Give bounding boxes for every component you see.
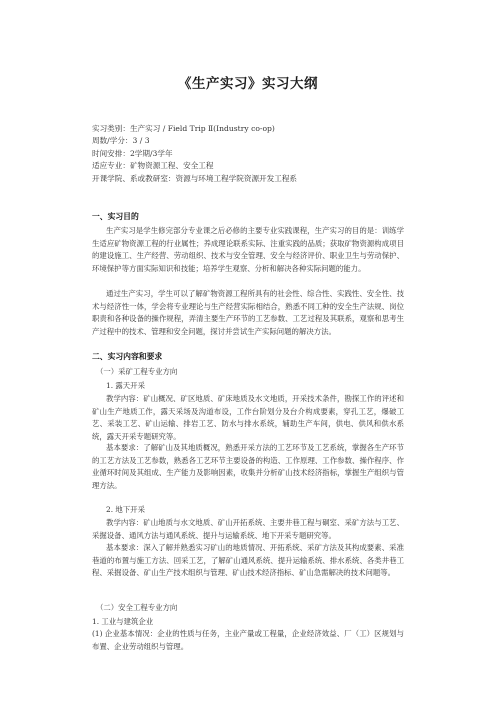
meta-dept: 开课学院、系或教研室：资源与环境工程学院资源开发工程系 [92, 173, 298, 183]
paragraph-enterprise-basic: (1) 企业基本情况：企业的性质与任务，主业产量或工程量，企业经济效益、厂（工）区规划与布置、企业劳动组织与管理。 [92, 629, 404, 651]
section-heading-content: 二、实习内容和要求 [92, 352, 163, 361]
item-open-pit: 1. 露天开采 [106, 381, 145, 390]
course-meta [92, 123, 297, 185]
page-title: 《生产实习》实习大纲 [178, 76, 318, 92]
meta-category: 实习类别：生产实习 / Field Trip Ⅱ(Industry co-op) [92, 124, 275, 133]
subsection-safety: （二）安全工程专业方向 [96, 603, 178, 612]
item-industrial-enterprise: 1. 工业与建筑企业 [92, 617, 154, 626]
meta-time: 时间安排：2学期/3学年 [92, 148, 173, 158]
paragraph-purpose-1: 生产实习是学生修完部分专业课之后必修的主要专业实践课程，生产实习的目的是：训练学生适应矿物资源工程的行业属性；养成理论联系实际、注重实践的品质；获取矿物资源构成项目的建设施工、生产经营、劳动组织、技术与安全管理、安全与经济评价、职业卫生与劳动保护、环境保护等方面实际知识和技能；培养学生观察、分析和解决各种实际问题的能力。 [92, 226, 404, 273]
paragraph-purpose-2: 通过生产实习，学生可以了解矿物资源工程所具有的社会性、综合性、实践性、安全性、技术与经济性一体，学会将专业理论与生产经营实际相结合，熟悉不同工种的安全生产法规、岗位职责和各种设备的操作规程，弄清主要生产环节的工艺参数、工艺过程及其联系，观察和思考生产过程中的技术、管理和安全问题，探讨并尝试生产实际问题的解决方法。 [92, 289, 404, 336]
paragraph-open-pit-requirements: 基本要求：了解矿山及其地质概况，熟悉开采方法的工艺环节及工艺系统，掌握各生产环节的工艺方法及工艺参数，熟悉各工艺环节主要设备的构造、工作原理、工作参数、操作程序、作业循环时间及其组成、生产能力及影响因素，收集并分析矿山技术经济指标，掌握生产组织与管理方法。 [92, 443, 404, 490]
subsection-mining: （一）采矿工程专业方向 [96, 367, 178, 376]
section-heading-purpose: 一、实习目的 [92, 212, 139, 221]
paragraph-underground-requirements: 基本要求：深入了解并熟悉实习矿山的地质情况、开拓系统、采矿方法及其构成要素、采准巷道的布置与施工方法、回采工艺，了解矿山通风系统、提升运输系统、排水系统、各类井巷工程、采掘设备、矿山生产技术组织与管理、矿山技术经济指标、矿山急需解决的技术问题等。 [92, 543, 404, 578]
item-underground: 2. 地下开采 [106, 505, 145, 514]
paragraph-open-pit-content: 教学内容：矿山概况、矿区地质、矿床地质及水文地质，开采技术条件，勘探工作的评述和矿山生产地质工作，露天采场及沟道布设，工作台阶划分及台介构成要素，穿孔工艺，爆破工艺、采装工艺、矿山运输、排岩工艺、防水与排水系统，辅助生产车间，供电、供风和供水系统，露天开采专题研究等。 [92, 394, 404, 441]
meta-weeks: 周数/学分：3 / 3 [92, 136, 150, 146]
meta-major: 适应专业：矿物资源工程、安全工程 [92, 161, 214, 171]
paragraph-underground-content: 教学内容：矿山地质与水文地质、矿山开拓系统、主要井巷工程与硐室、采矿方法与工艺、采掘设备、通风方法与通风系统、提升与运输系统、地下开采专题研究等。 [92, 518, 404, 540]
